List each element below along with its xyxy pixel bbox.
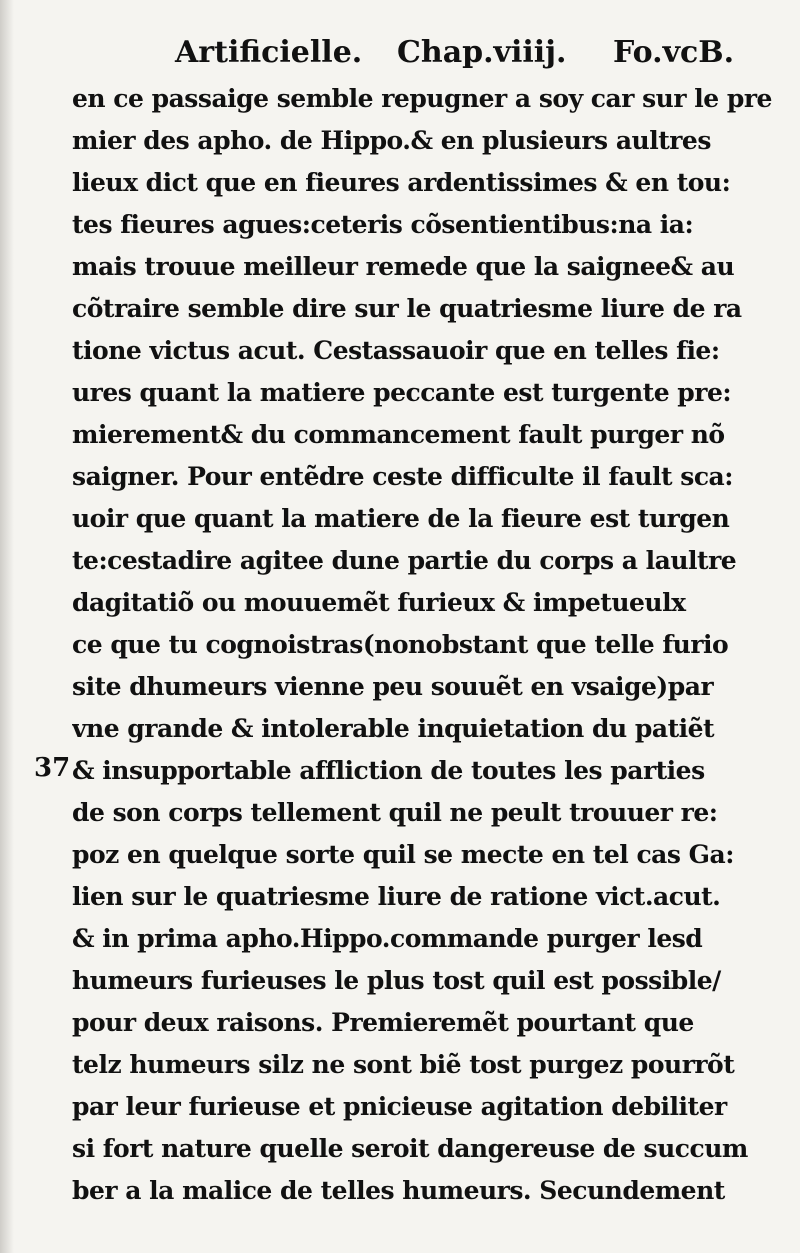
text-line: tione victus acut. Cestassauoir que en telles fie: [72,336,720,365]
text-line: lieux dict que en fieures ardentissimes & en tou: [72,168,731,197]
header-folio: Fo.vcB. [613,35,735,70]
text-line: mierement& du commancement fault purger nõ [72,420,725,449]
text-line: en ce passaige semble repugner a soy car sur le pre [72,84,772,113]
text-line: te:cestadire agitee dune partie du corps a laultre [72,546,737,575]
text-line: humeurs furieuses le plus tost quil est possible/ [72,966,721,995]
text-line: uoir que quant la matiere de la fieure est turgen [72,504,730,533]
margin-note: 37 [34,753,71,783]
text-line: par leur furieuse et pnicieuse agitation debiliter [72,1092,727,1121]
running-header [175,28,745,78]
text-line: pour deux raisons. Premieremẽt pourtant que [72,1008,694,1037]
header-chapter: Chap.viiij. [397,35,567,70]
text-line: de son corps tellement quil ne peult trouuer re: [72,798,718,827]
text-line: mier des apho. de Hippo.& en plusieurs aultres [72,126,711,155]
page-gutter-shadow [0,0,14,1253]
text-line: telz humeurs silz ne sont biẽ tost purgez pourrõt [72,1050,735,1079]
text-line: ce que tu cognoistras(nonobstant que telle furio [72,630,729,659]
text-line: ber a la malice de telles humeurs. Secundement [72,1176,725,1205]
text-line: & insupportable affliction de toutes les parties [72,756,705,785]
text-line: saigner. Pour entẽdre ceste difficulte il fault sca: [72,462,733,491]
header-title: Artificielle. [175,35,363,70]
text-line: cõtraire semble dire sur le quatriesme liure de ra [72,294,742,323]
text-line: vne grande & intolerable inquietation du patiẽt [72,714,715,743]
text-block [72,78,772,1212]
text-line: tes fieures agues:ceteris cõsentientibus:na ia: [72,210,694,239]
text-line: poz en quelque sorte quil se mecte en tel cas Ga: [72,840,734,869]
text-line: ures quant la matiere peccante est turgente pre: [72,378,732,407]
text-line: dagitatiõ ou mouuemẽt furieux & impetueulx [72,588,686,617]
text-line: si fort nature quelle seroit dangereuse de succum [72,1134,748,1163]
text-line: lien sur le quatriesme liure de ratione vict.acut. [72,882,721,911]
text-line: site dhumeurs vienne peu souuẽt en vsaige)par [72,672,714,701]
text-line: mais trouue meilleur remede que la saignee& au [72,252,735,281]
text-line: & in prima apho.Hippo.commande purger lesd [72,924,703,953]
